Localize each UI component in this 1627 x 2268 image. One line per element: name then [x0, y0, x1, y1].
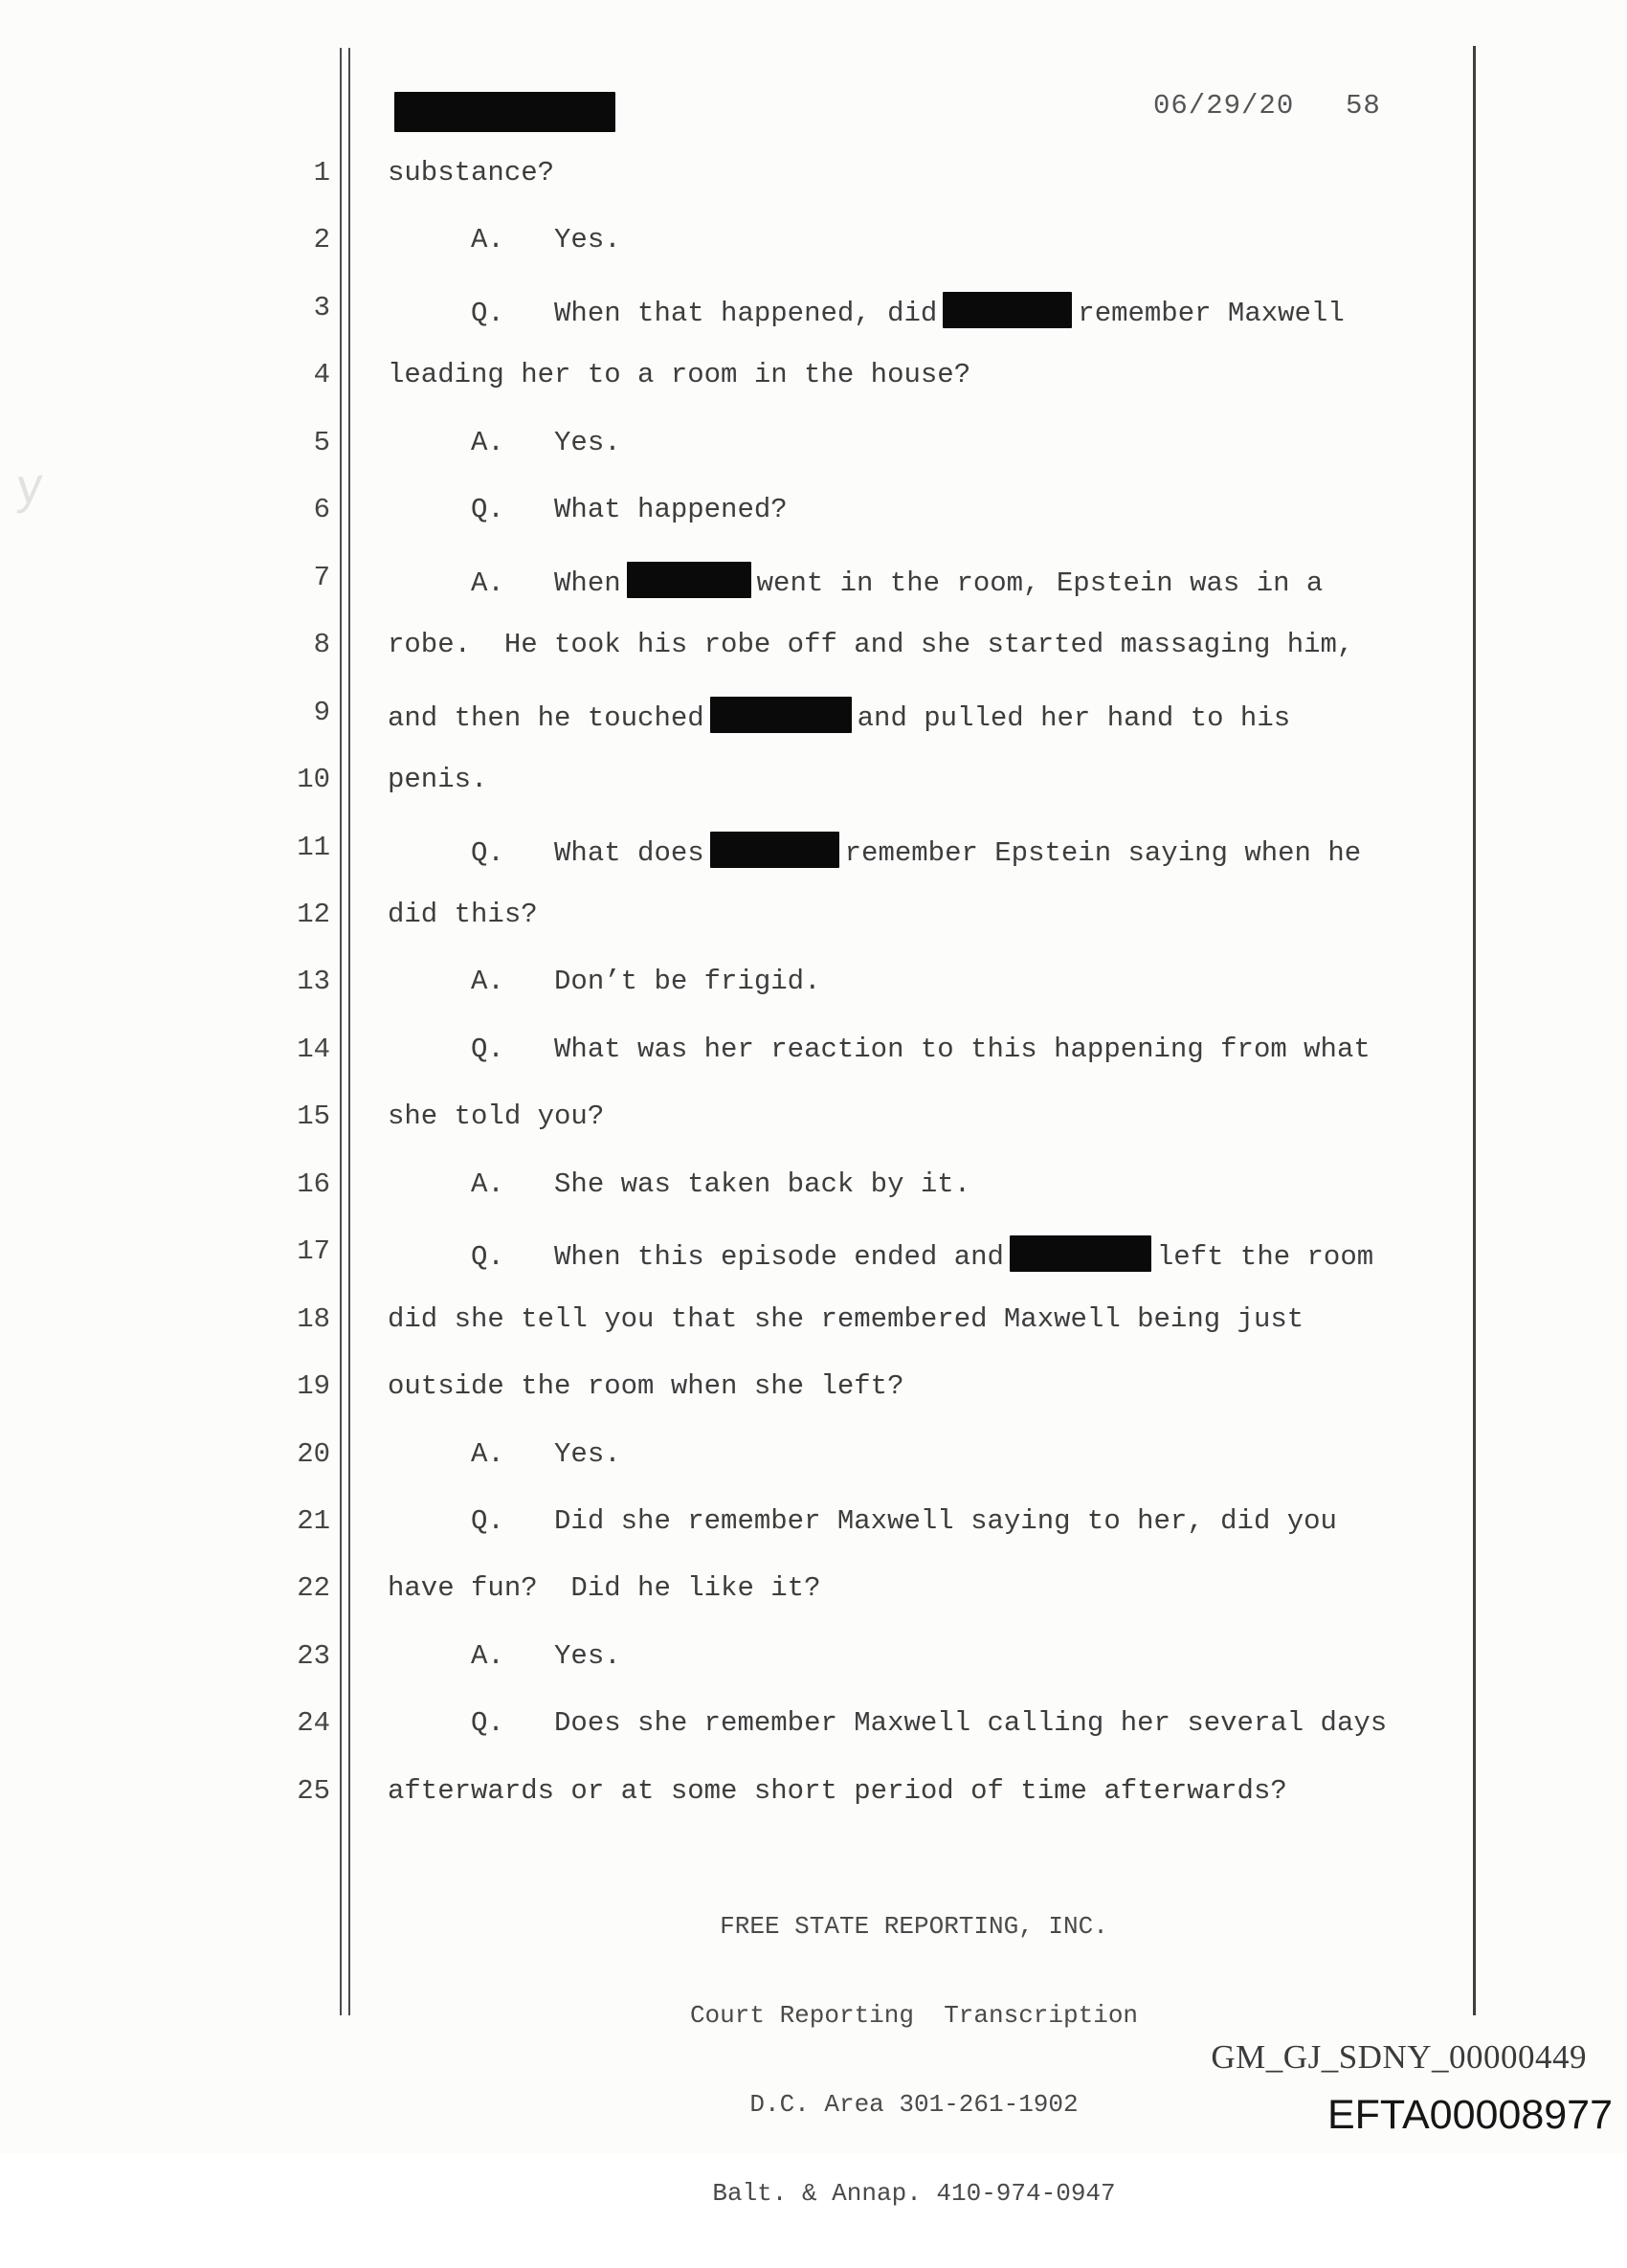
footer-line-service: Court Reporting Transcription	[689, 2001, 1139, 2030]
line-text: Q. Does she remember Maxwell calling her several days	[388, 1707, 1388, 1739]
inline-redaction	[627, 562, 751, 598]
bates-number-gj: GM_GJ_SDNY_00000449	[1211, 2038, 1587, 2076]
line-text: A. Yes.	[388, 224, 621, 256]
line-text: Q. Did she remember Maxwell saying to her, did you	[388, 1505, 1337, 1537]
header-redaction-bar	[394, 92, 615, 132]
line-text: A. Don’t be frigid.	[388, 966, 821, 997]
line-number: 10	[297, 764, 330, 795]
line-text: Q. When that happened, did remember Maxwell	[388, 292, 1345, 329]
line-text: Q. When this episode ended and left the room	[388, 1235, 1373, 1273]
inline-redaction	[710, 832, 839, 868]
line-text: afterwards or at some short period of time afterwards?	[388, 1775, 1287, 1807]
line-text: outside the room when she left?	[388, 1370, 904, 1402]
line-number: 8	[313, 629, 330, 660]
line-number: 4	[313, 359, 330, 390]
line-number: 20	[297, 1438, 330, 1470]
left-double-rule	[340, 48, 350, 2015]
faint-pen-mark: y	[14, 457, 45, 515]
line-number: 25	[297, 1775, 330, 1807]
line-number: 1	[313, 157, 330, 189]
line-number: 7	[313, 562, 330, 593]
line-number: 3	[313, 292, 330, 323]
line-text: A. Yes.	[388, 427, 621, 458]
line-text: penis.	[388, 764, 488, 795]
line-number: 6	[313, 494, 330, 525]
line-text: A. Yes.	[388, 1640, 621, 1672]
header-date: 06/29/20	[1153, 90, 1295, 122]
line-text: have fun? Did he like it?	[388, 1572, 821, 1604]
line-number: 5	[313, 427, 330, 458]
footer-line-dc-phone: D.C. Area 301-261-1902	[749, 2090, 1079, 2119]
line-text: A. She was taken back by it.	[388, 1168, 971, 1200]
line-number: 16	[297, 1168, 330, 1200]
line-number: 19	[297, 1370, 330, 1402]
line-number: 21	[297, 1505, 330, 1537]
line-text: substance?	[388, 157, 555, 189]
line-text: did this?	[388, 899, 538, 930]
line-text: A. When went in the room, Epstein was in a	[388, 562, 1323, 599]
line-number: 23	[297, 1640, 330, 1672]
line-text: and then he touched and pulled her hand to his	[388, 697, 1290, 734]
line-number: 11	[297, 832, 330, 863]
line-number: 22	[297, 1572, 330, 1604]
line-text: A. Yes.	[388, 1438, 621, 1470]
line-text: robe. He took his robe off and she started massaging him,	[388, 629, 1354, 660]
header-page-number: 58	[1346, 90, 1381, 122]
line-text: leading her to a room in the house?	[388, 359, 971, 390]
line-text: Q. What happened?	[388, 494, 788, 525]
inline-redaction	[710, 697, 852, 733]
line-number: 17	[297, 1235, 330, 1267]
line-number: 12	[297, 899, 330, 930]
line-number: 2	[313, 224, 330, 256]
line-number: 24	[297, 1707, 330, 1739]
line-text: did she tell you that she remembered Maxwell being just	[388, 1303, 1304, 1335]
line-number: 18	[297, 1303, 330, 1335]
inline-redaction	[1010, 1235, 1151, 1272]
bates-number-efta: EFTA00008977	[1326, 2092, 1613, 2138]
line-text: she told you?	[388, 1101, 605, 1132]
inline-redaction	[943, 292, 1072, 328]
footer-line-company: FREE STATE REPORTING, INC.	[720, 1912, 1108, 1941]
line-text: Q. What does remember Epstein saying when he	[388, 832, 1361, 869]
line-number: 13	[297, 966, 330, 997]
footer-line-balt-phone: Balt. & Annap. 410-974-0947	[712, 2179, 1116, 2208]
line-number: 14	[297, 1034, 330, 1065]
line-number: 9	[313, 697, 330, 728]
line-text: Q. What was her reaction to this happening from what	[388, 1034, 1371, 1065]
line-number: 15	[297, 1101, 330, 1132]
right-rule	[1473, 46, 1476, 2015]
